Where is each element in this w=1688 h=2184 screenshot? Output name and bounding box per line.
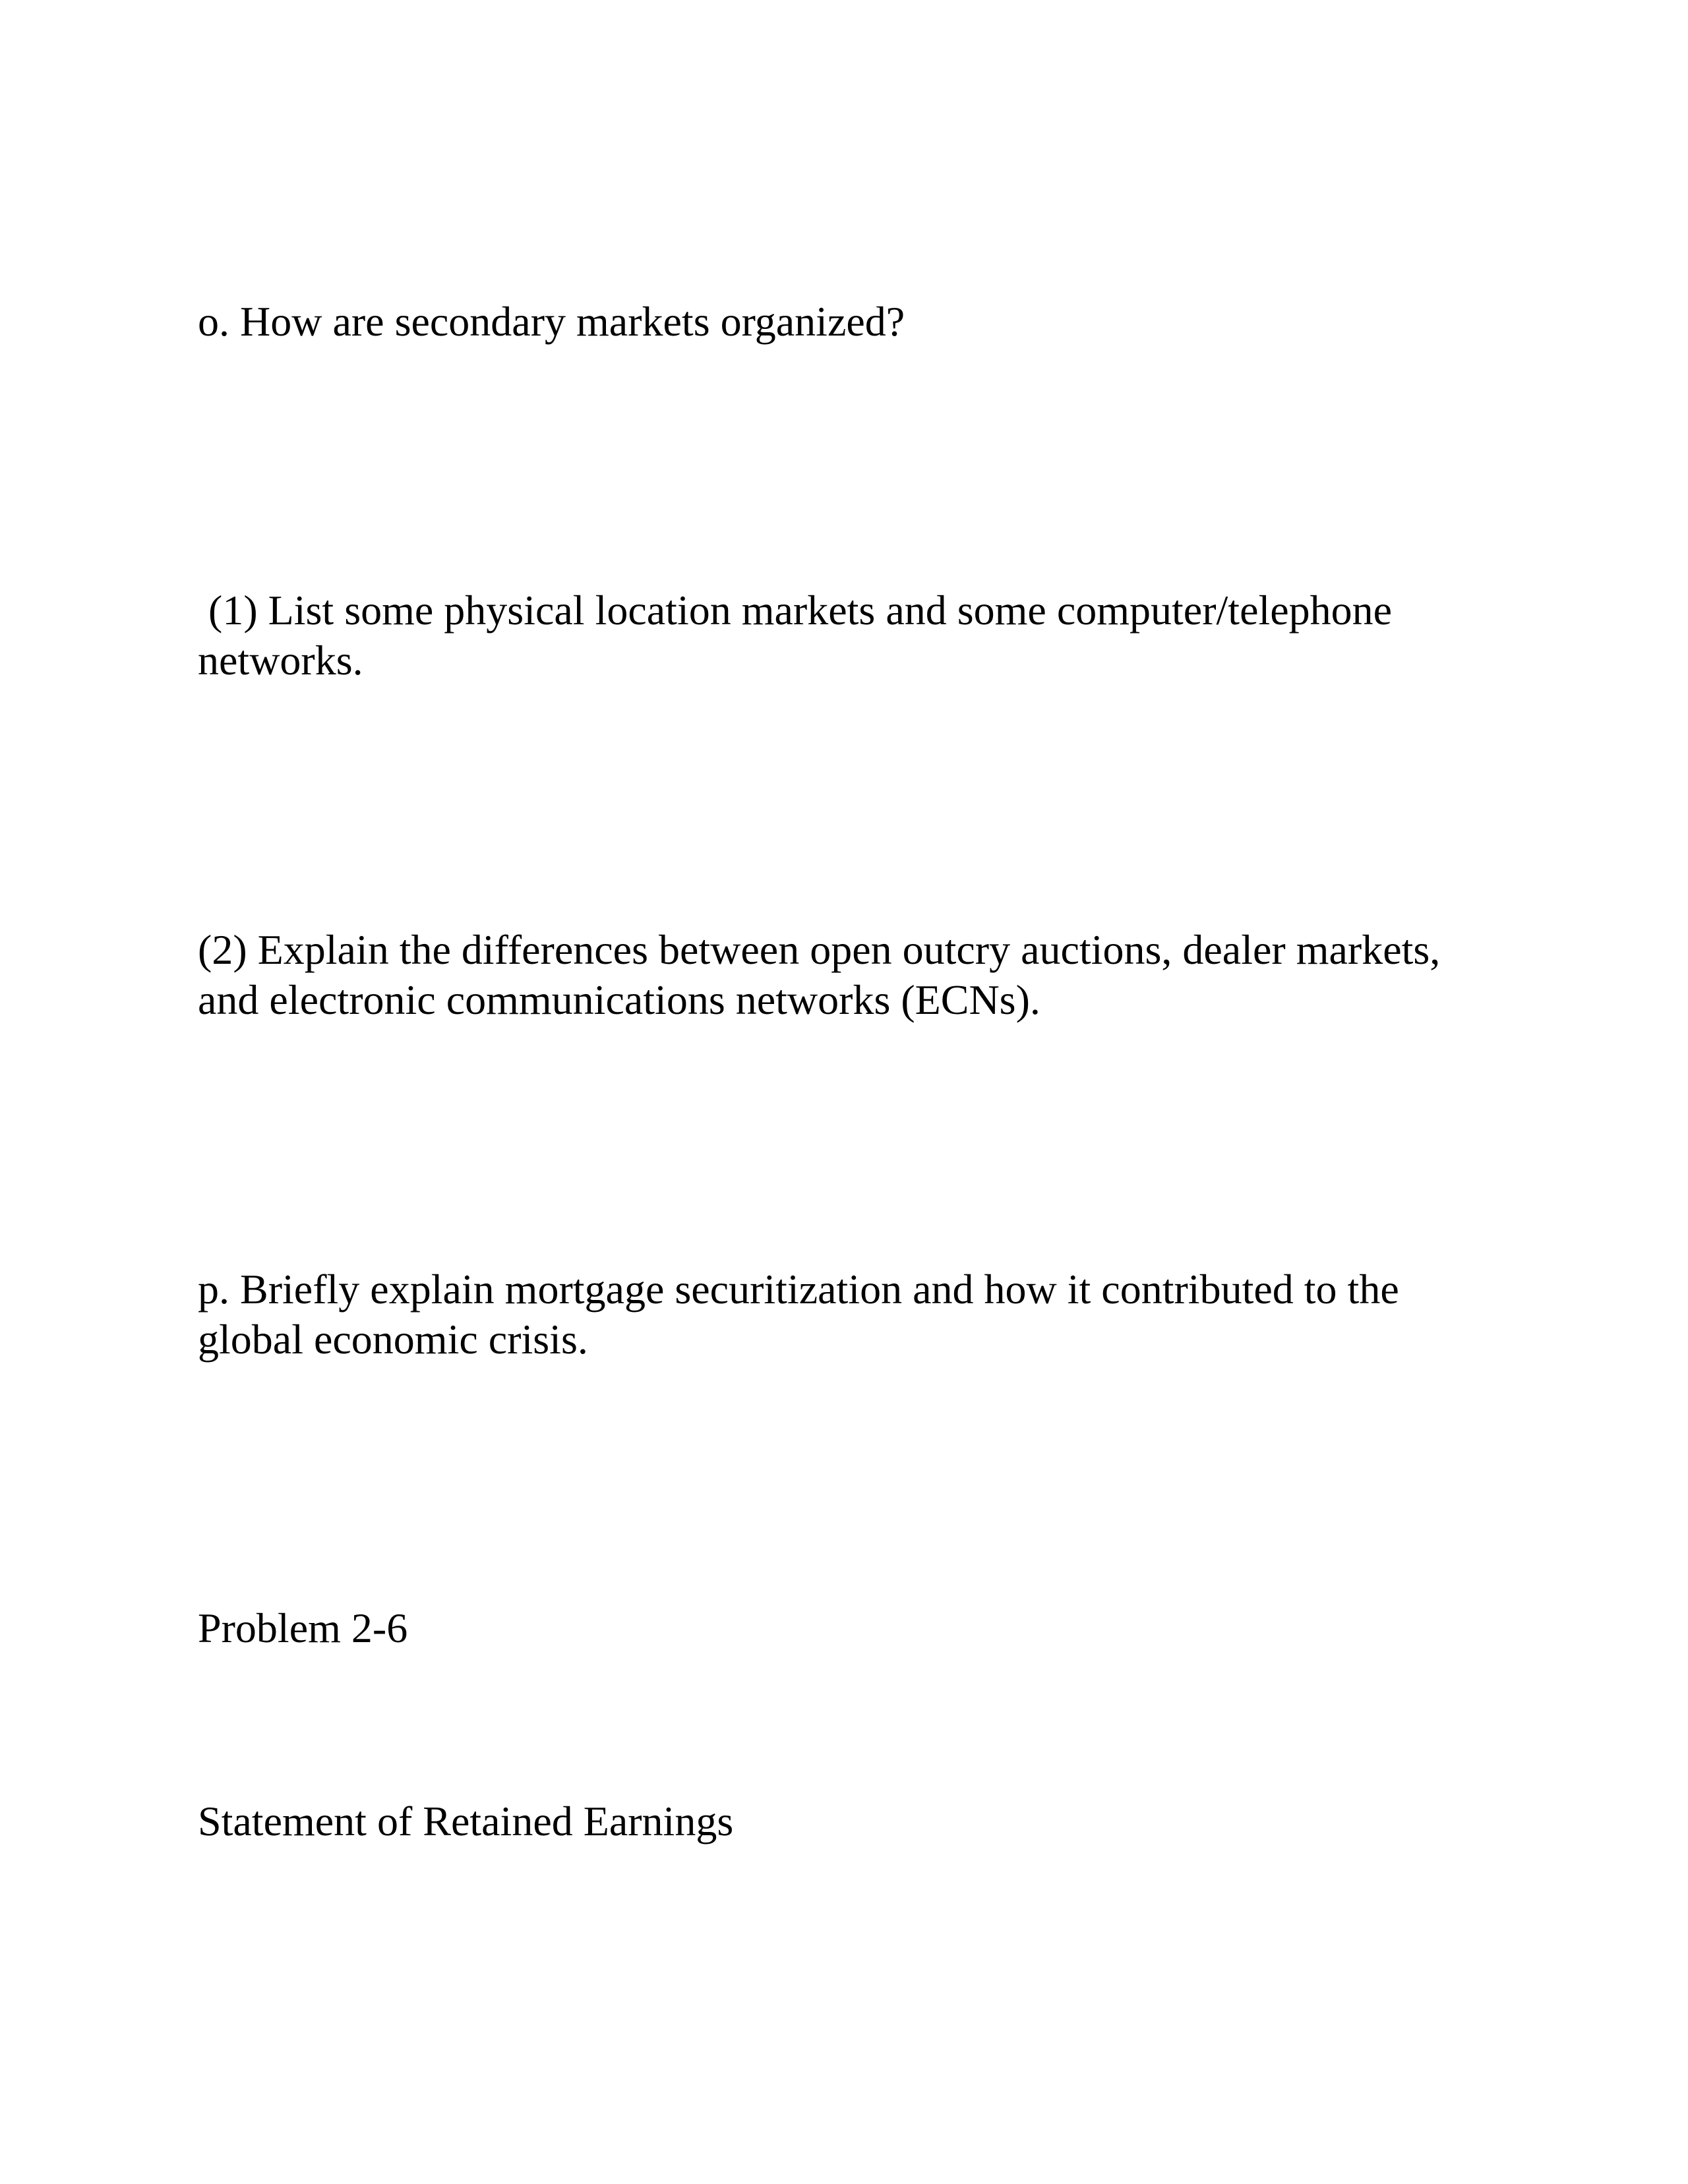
problem-heading	[198, 1603, 1556, 1653]
question-o-part-2-line-2: and electronic communications networks (ECNs).	[198, 976, 1040, 1023]
question-o-part-1-line-2: networks.	[198, 637, 363, 684]
question-o-part-1-line-1: (1) List some physical location markets and some computer/telephone	[198, 587, 1393, 634]
question-o-part-2-line-1: (2) Explain the differences between open outcry auctions, dealer markets,	[198, 926, 1441, 973]
question-p-line-1: p. Briefly explain mortgage securitization and how it contributed to the	[198, 1266, 1399, 1313]
question-o	[198, 297, 1556, 347]
question-o-part-2	[198, 925, 1556, 1025]
question-p-line-2: global economic crisis.	[198, 1316, 588, 1363]
question-p	[198, 1264, 1556, 1365]
statement-heading-text: Statement of Retained Earnings	[198, 1798, 734, 1845]
problem-heading-text: Problem 2-6	[198, 1605, 408, 1651]
question-o-line-1: o. How are secondary markets organized?	[198, 298, 905, 345]
question-o-part-1	[198, 585, 1556, 686]
statement-heading	[198, 1796, 1556, 1846]
